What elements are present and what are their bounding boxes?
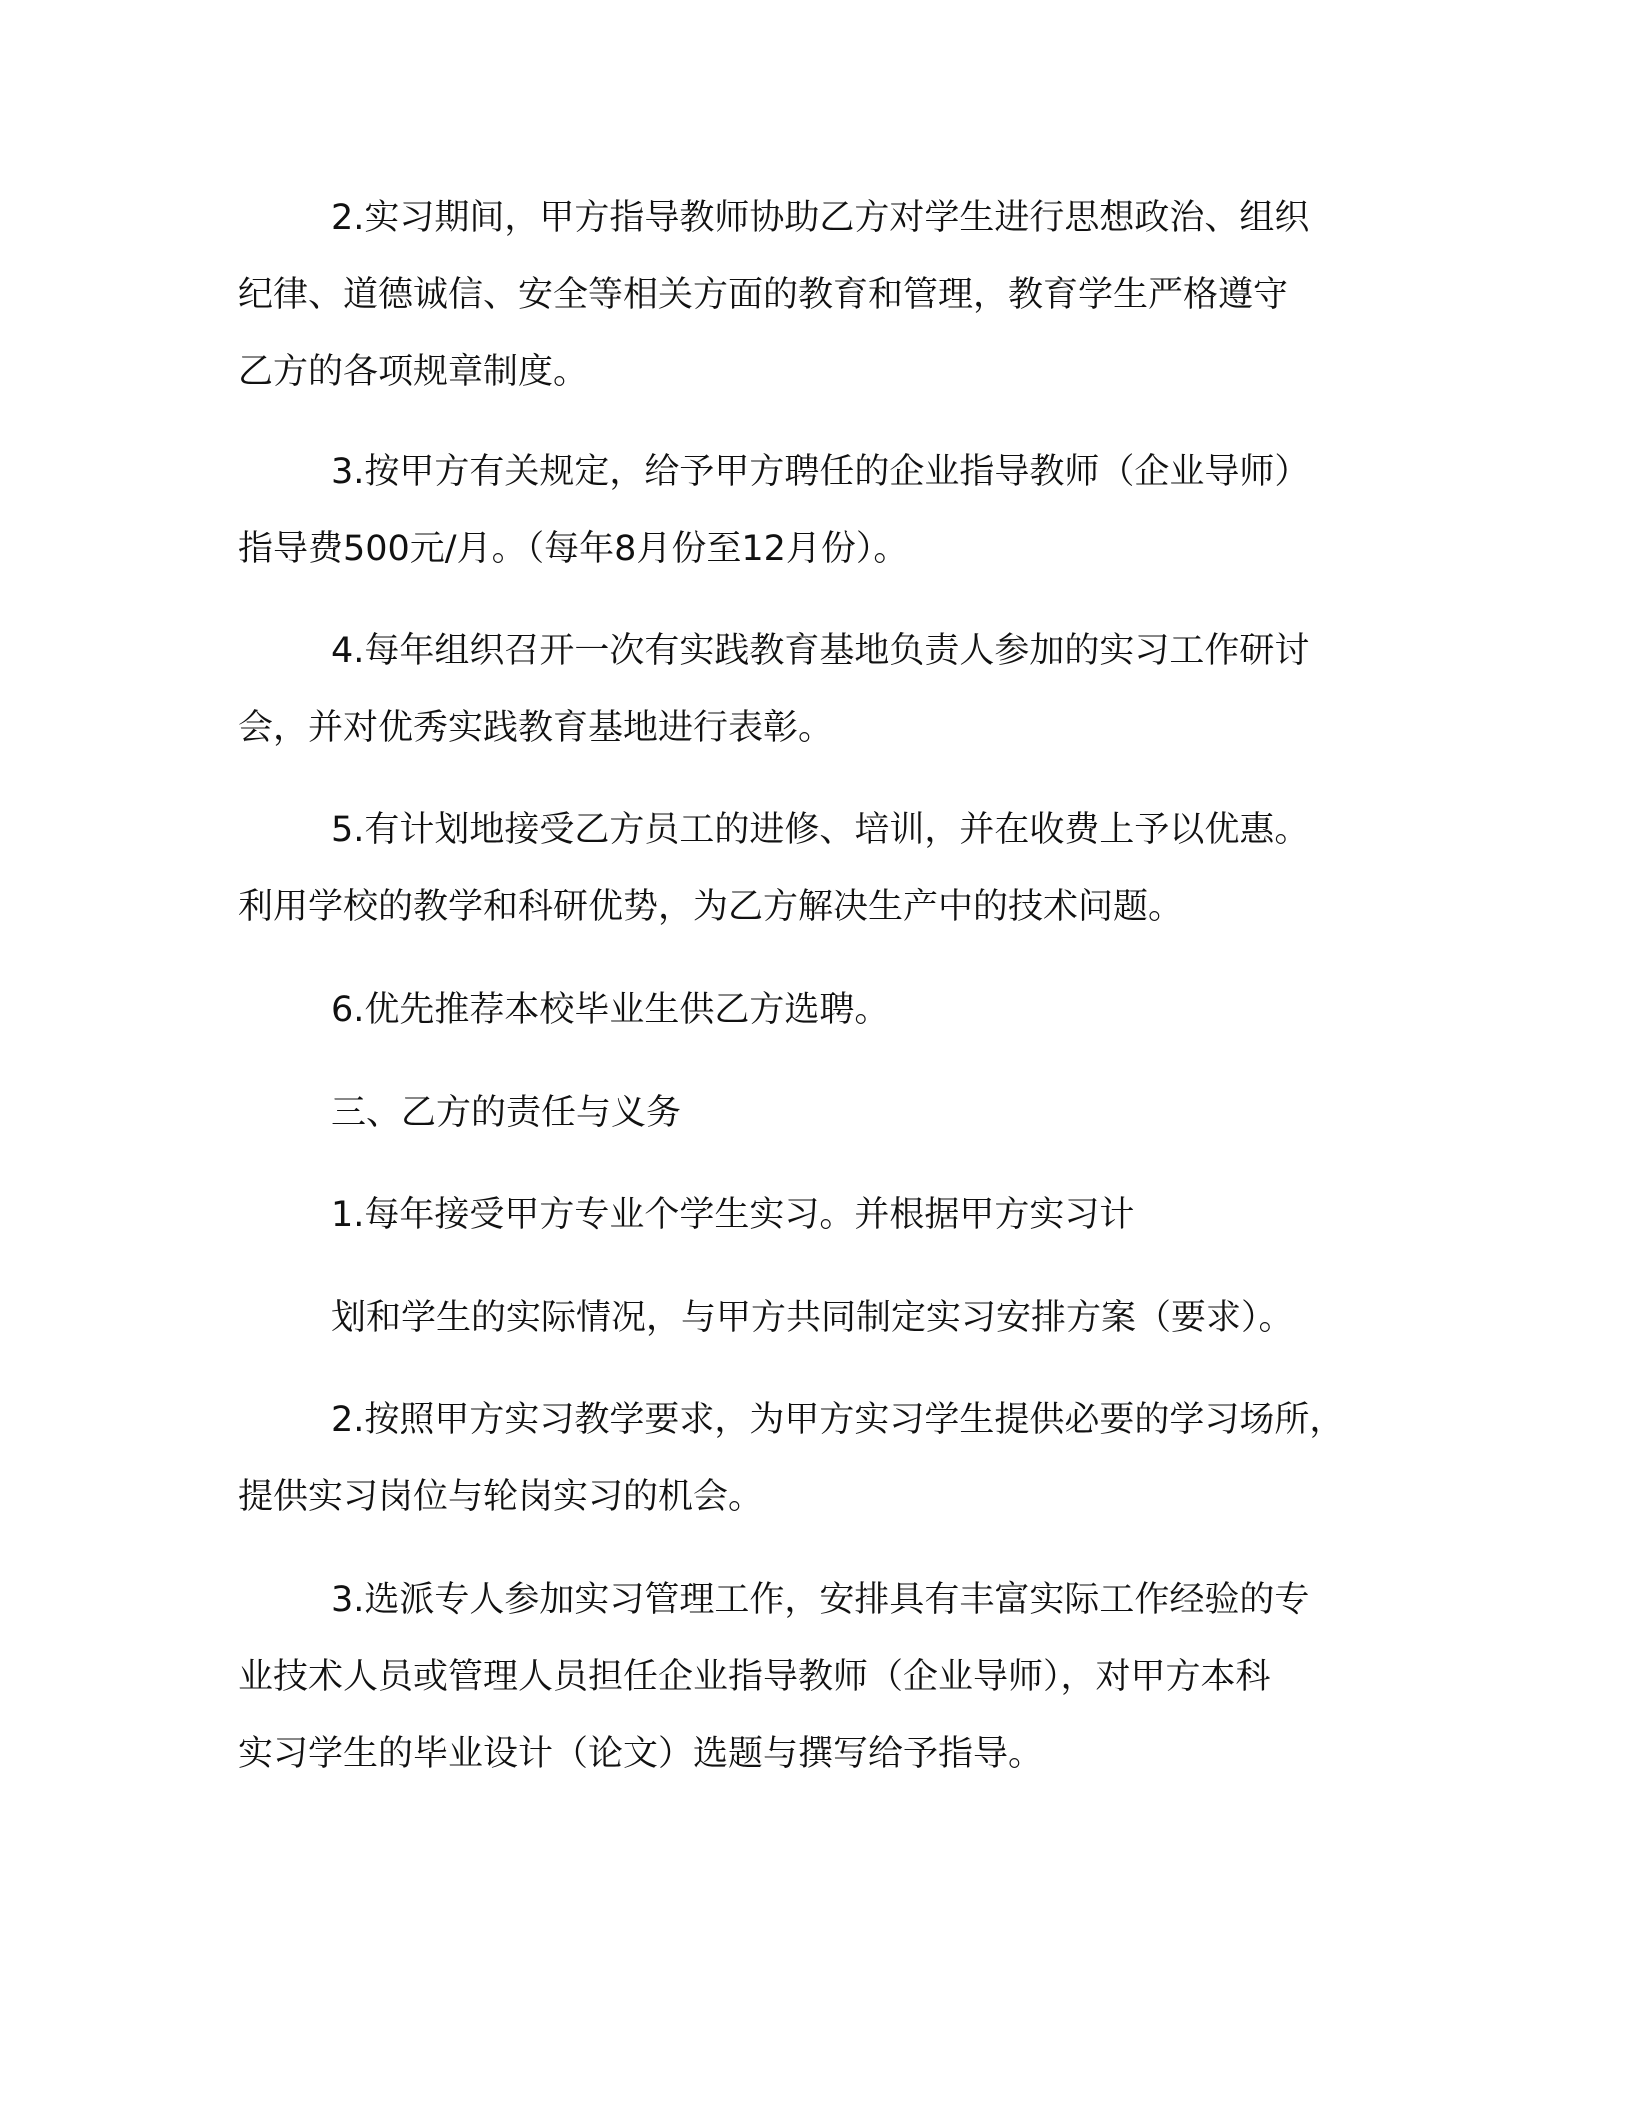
text-line: 2.实习期间，甲方指导教师协助乙方对学生进行思想政治、组织 [331, 198, 1310, 238]
text-line: 3.按甲方有关规定，给予甲方聘任的企业指导教师（企业导师） [331, 452, 1310, 492]
text-line: 6.优先推荐本校毕业生供乙方选聘。 [331, 990, 890, 1030]
section-heading: 三、乙方的责任与义务 [331, 1093, 682, 1133]
text-line: 乙方的各项规章制度。 [238, 352, 589, 392]
text-line: 1.每年接受甲方专业个学生实习。并根据甲方实习计 [331, 1195, 1135, 1235]
text-line: 3.选派专人参加实习管理工作，安排具有丰富实际工作经验的专 [331, 1580, 1310, 1620]
text-line: 纪律、道德诚信、安全等相关方面的教育和管理，教育学生严格遵守 [238, 275, 1289, 315]
text-line: 5.有计划地接受乙方员工的进修、培训，并在收费上予以优惠。 [331, 810, 1310, 850]
text-line: 提供实习岗位与轮岗实习的机会。 [238, 1477, 764, 1517]
text-line: 划和学生的实际情况，与甲方共同制定实习安排方案（要求）。 [331, 1298, 1294, 1338]
text-line: 会，并对优秀实践教育基地进行表彰。 [238, 708, 834, 748]
text-line: 2.按照甲方实习教学要求，为甲方实习学生提供必要的学习场所， [331, 1400, 1345, 1440]
text-line: 业技术人员或管理人员担任企业指导教师（企业导师），对甲方本科 [238, 1657, 1271, 1697]
text-line: 实习学生的毕业设计（论文）选题与撰写给予指导。 [238, 1734, 1044, 1774]
text-line: 指导费500元/月。（每年8月份至12月份）。 [238, 529, 909, 569]
text-line: 4.每年组织召开一次有实践教育基地负责人参加的实习工作研讨 [331, 631, 1310, 671]
text-line: 利用学校的教学和科研优势，为乙方解决生产中的技术问题。 [238, 887, 1184, 927]
